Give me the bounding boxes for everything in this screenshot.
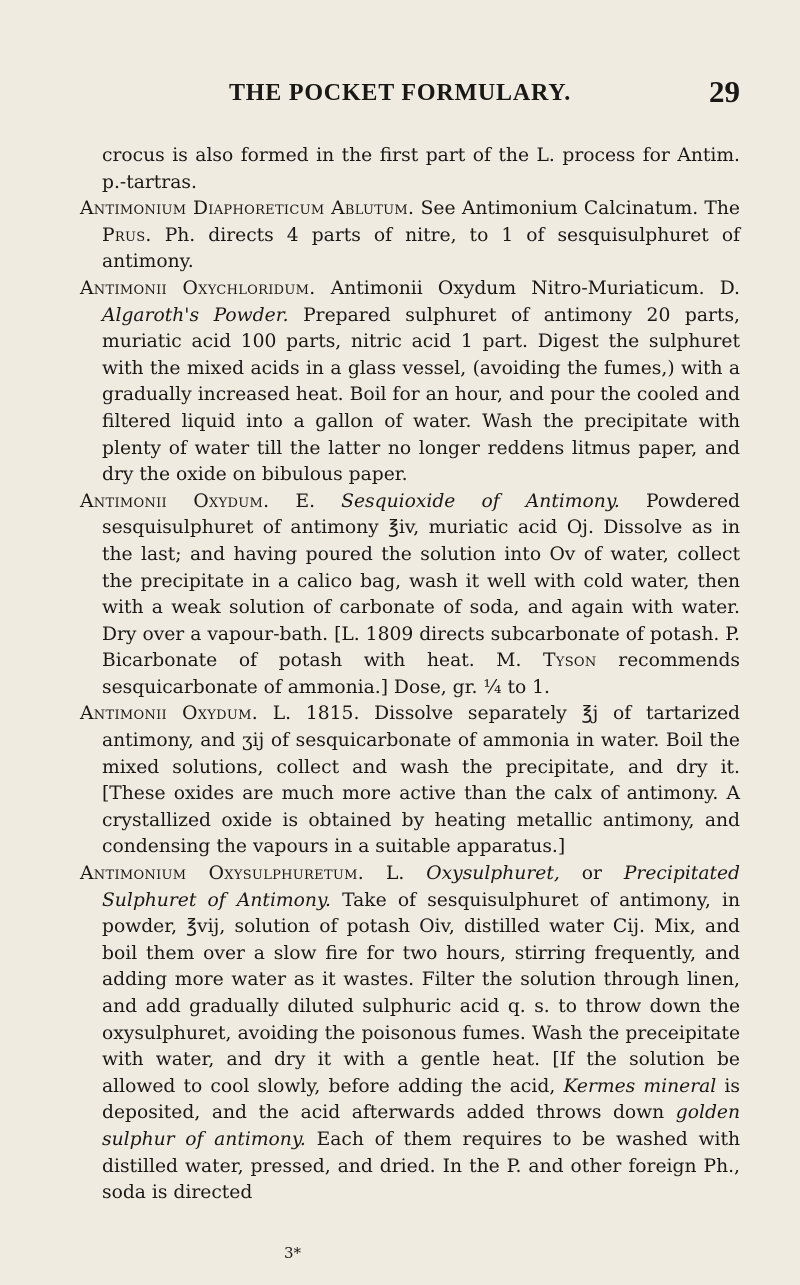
entry-text: recommends sesquicarbonate of ammonia.] Dose, gr. ¼ to 1. (102, 650, 740, 698)
entry-antimonii-oxychloridum (80, 276, 740, 489)
entry-text: L. (364, 863, 427, 885)
entry-text: Antimonii Oxydum Nitro-Muriaticum. D. (315, 277, 740, 299)
entry-text: Each of them requires to be washed with distilled water, pressed, and dried. In the P. and other foreign Ph., soda is directed (102, 1128, 740, 1204)
entry-text-italic: Kermes mineral (563, 1075, 717, 1097)
page-header (60, 74, 740, 112)
entry-text: is deposited, and the acid afterwards added throws down (102, 1075, 740, 1124)
entry-heading: Antimonii Oxydum. (80, 490, 270, 512)
continuation-paragraph (80, 143, 740, 196)
entry-antimonii-oxydum-l (80, 701, 740, 861)
entry-text: Take of sesquisulphuret of antimony, in powder, ℥vij, solution of potash Oiv, distilled water Cij. Mix, and boil them over a slow fire for two hours, stirring frequently, and adding more water as it wastes. Filter the solution through linen, and add gradually diluted sulphuric acid q. s. to throw down the oxysulphuret, avoiding the poisonous fumes. Wash the preceipitate with water, and dry it with a gentle heat. [If the solution be allowed to cool slowly, before adding the acid, (102, 889, 740, 1097)
entry-antimonii-oxydum-e (80, 489, 740, 702)
body-text (80, 143, 740, 1207)
entry-antimonium-oxysulphuretum (80, 861, 740, 1207)
entry-antimonium-diaphoreticum-ablutum (80, 196, 740, 276)
entry-text: Prepared sulphuret of antimony 20 parts, muriatic acid 100 parts, nitric acid 1 part. Digest the sulphuret with the mixed acids in a glass vessel, (avoiding the fumes,) with a gradually increased heat. Boil for an hour, and pour the cooled and filtered liquid into a gallon of water. Wash the precipitate with plenty of water till the latter no longer reddens litmus paper, and dry the oxide on bibulous paper. (102, 304, 740, 486)
entry-heading: Antimonium Oxysulphuretum. (80, 863, 365, 885)
page-number: 29 (709, 74, 740, 109)
entry-text: E. (269, 490, 342, 512)
entry-text-italic: Oxysulphuret, (426, 863, 560, 885)
entry-text: or (559, 863, 624, 885)
entry-text-smallcaps: Prus. (102, 224, 152, 246)
entry-text-italic: Algaroth's Powder. (102, 304, 289, 326)
paragraph-text: crocus is also formed in the first part of the L. process for Antim. p.-tartras. (102, 145, 740, 193)
entry-text-italic: golden sulphur of antimony. (102, 1102, 740, 1150)
entry-text-italic: Sesquioxide of Antimony. (341, 490, 620, 512)
entry-text: See Antimonium Calcinatum. The (414, 198, 740, 220)
entry-heading: Antimonium Diaphoreticum Ablutum. (80, 198, 415, 220)
entry-heading: Antimonii Oxychloridum. (80, 277, 316, 299)
entry-text: Powdered sesquisulphuret of antimony ℥iv, muriatic acid Oj. Dissolve as in the last; and having poured the solution into Ov of water, collect the precipitate in a calico bag, wash it well with cold water, then with a weak solution of carbonate of soda, and again with water. Dry over a vapour-bath. [L. 1809 directs subcarbonate of potash. P. Bicarbonate of potash with heat. M. (102, 490, 740, 672)
entry-text: Ph. directs 4 parts of nitre, to 1 of sesquisulphuret of antimony. (102, 224, 740, 273)
entry-text: L. 1815. Dissolve separately ℥j of tartarized antimony, and ʒij of sesquicarbonate of ammonia in water. Boil the mixed solutions, collect and wash the precipitate, and dry it. [These oxides are much more active than the calx of antimony. A crystallized oxide is obtained by heating metallic antimony, and condensing the vapours in a suitable apparatus.] (102, 703, 740, 858)
signature-mark: 3* (284, 1244, 302, 1262)
entry-text-smallcaps: Tyson (543, 650, 597, 672)
entry-text-italic: Precipitated Sulphuret of Antimony. (102, 863, 740, 911)
entry-heading: Antimonii Oxydum. (80, 703, 258, 725)
running-title: THE POCKET FORMULARY. (229, 80, 571, 106)
